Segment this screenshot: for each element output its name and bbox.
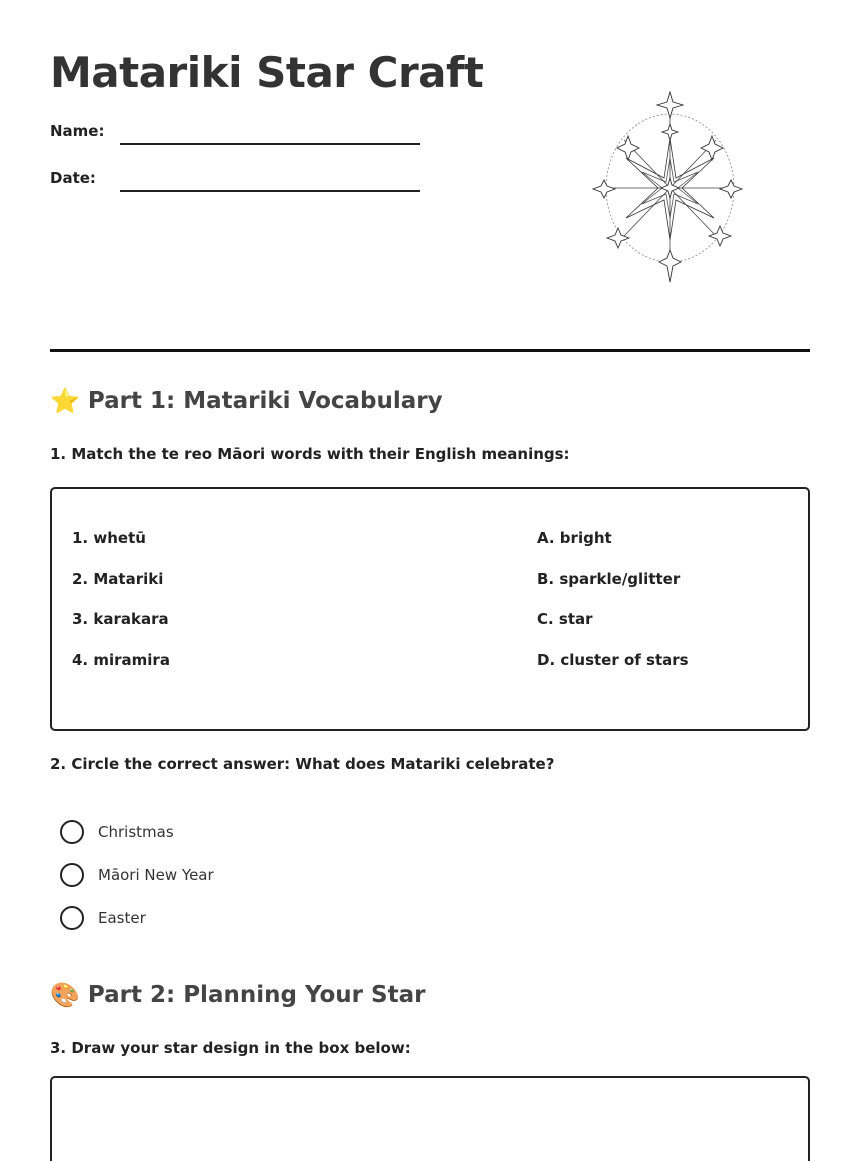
- option-label: Easter: [98, 909, 146, 927]
- star-icon: ⭐: [50, 387, 80, 415]
- drawing-box[interactable]: [50, 1076, 810, 1161]
- match-left-item[interactable]: 3. karakara: [72, 610, 169, 628]
- radio-circle[interactable]: [60, 863, 84, 887]
- part2-heading: [50, 982, 425, 1008]
- matching-box: [50, 487, 810, 731]
- match-left-item[interactable]: 2. Matariki: [72, 570, 164, 588]
- match-left-item[interactable]: 1. whetū: [72, 529, 146, 547]
- palette-icon: 🎨: [50, 981, 80, 1009]
- part2-heading-text: Part 2: Planning Your Star: [87, 982, 426, 1008]
- match-left-item[interactable]: 4. miramira: [72, 651, 170, 669]
- radio-circle[interactable]: [60, 820, 84, 844]
- match-right-item[interactable]: A. bright: [537, 529, 612, 547]
- question-1: 1. Match the te reo Māori words with their English meanings:: [50, 445, 570, 463]
- option-maori-new-year[interactable]: [60, 863, 214, 887]
- name-field[interactable]: [120, 143, 420, 145]
- option-christmas[interactable]: [60, 820, 174, 844]
- name-label: Name:: [50, 122, 105, 140]
- option-label: Māori New Year: [98, 866, 214, 884]
- date-label: Date:: [50, 169, 96, 187]
- radio-circle[interactable]: [60, 906, 84, 930]
- question-3: 3. Draw your star design in the box below:: [50, 1039, 411, 1057]
- option-label: Christmas: [98, 823, 174, 841]
- part1-heading-text: Part 1: Matariki Vocabulary: [87, 388, 443, 414]
- match-right-item[interactable]: C. star: [537, 610, 593, 628]
- matariki-star-illustration: [588, 88, 752, 288]
- option-easter[interactable]: [60, 906, 146, 930]
- match-right-item[interactable]: B. sparkle/glitter: [537, 570, 681, 588]
- section-divider: [50, 349, 810, 352]
- part1-heading: [50, 388, 443, 414]
- match-right-item[interactable]: D. cluster of stars: [537, 651, 689, 669]
- date-field[interactable]: [120, 190, 420, 192]
- page-title: Matariki Star Craft: [50, 48, 484, 97]
- question-2: 2. Circle the correct answer: What does Matariki celebrate?: [50, 755, 555, 773]
